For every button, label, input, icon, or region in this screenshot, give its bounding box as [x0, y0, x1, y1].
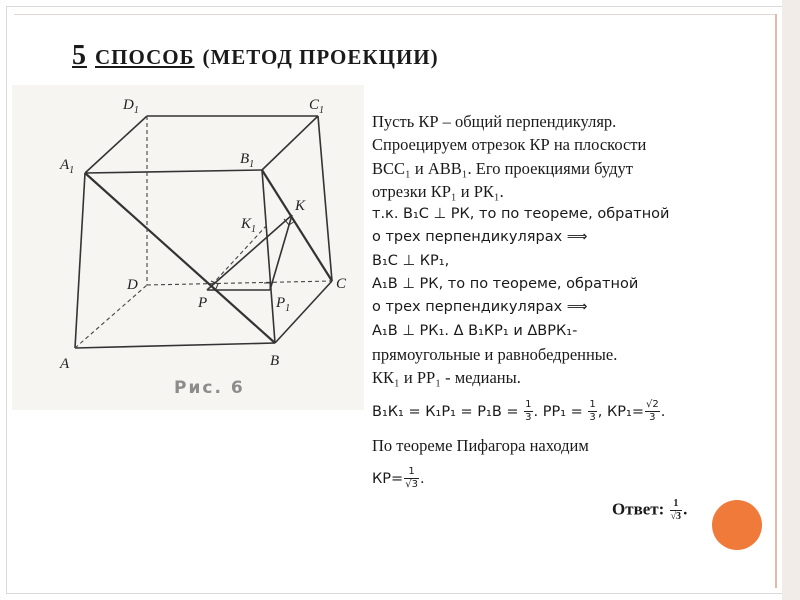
text-line: Пусть КР – общий перпендикуляр. [372, 112, 617, 131]
label-a: A [60, 356, 70, 372]
prism-diagram [12, 85, 364, 410]
formula-part: В₁К₁ = К₁Р₁ = Р₁В = [372, 403, 519, 420]
label-k: K [295, 198, 306, 214]
title-paren: (МЕТОД ПРОЕКЦИИ) [202, 45, 439, 69]
text-line: В₁С ⊥ КР₁, [372, 252, 450, 269]
edge-ab [75, 343, 275, 348]
hidden-edge-dc [147, 281, 332, 285]
label-c1: $C_1$ [309, 97, 325, 116]
formula-part: . [660, 403, 666, 420]
fraction: $\frac{1}{√3}$ [405, 466, 418, 491]
edge-bc [275, 281, 332, 343]
label-d: D [127, 277, 138, 293]
text-line: ВСС₁ и АВВ₁. Его проекциями будут [372, 158, 633, 178]
formula-line [372, 390, 772, 434]
kp-prefix: КР= [372, 470, 404, 487]
right-angle-mark-p1 [264, 283, 270, 290]
edge-c1c [318, 116, 332, 281]
hidden-edge-ad [75, 285, 147, 348]
edge-b1c1 [262, 116, 318, 170]
frame-top-line [14, 14, 776, 15]
formula-part: , КР₁= [597, 403, 644, 420]
frame-right-strip [782, 0, 800, 600]
label-b: B [270, 353, 280, 369]
fraction: $\frac{1}{3}$ [589, 399, 596, 424]
edge-a1d1 [85, 116, 147, 173]
text-line: о трех перпендикулярах ⟹ [372, 299, 588, 316]
text-line: отрезки КР₁ и РК₁. [372, 181, 504, 201]
text-line: КК₁ и РР₁ - медианы. [372, 368, 521, 388]
kp-result [372, 457, 772, 501]
answer-fraction: $\frac{1}{√3}$ [670, 498, 682, 522]
edge-b1b [262, 170, 275, 343]
fraction: $\frac{√2}{3}$ [646, 399, 659, 424]
label-p1: $P_1$ [276, 295, 291, 314]
diagonal-a1b [85, 173, 275, 343]
text-line: Спроецируем отрезок КР на плоскости [372, 135, 647, 155]
pythagoras-line: По теореме Пифагора находим [372, 435, 589, 455]
answer [612, 498, 687, 523]
edge-a1a [75, 173, 85, 348]
label-d1: $D_1$ [123, 97, 139, 116]
label-b1: $B_1$ [240, 151, 255, 170]
solution-text [372, 110, 772, 501]
answer-label: Ответ: [612, 499, 665, 519]
frame-accent-line [775, 14, 777, 588]
kp-suffix: . [419, 470, 425, 487]
text-line: А₁В ⊥ РК, то по теореме, обратной [372, 276, 639, 293]
label-c: C [336, 276, 347, 292]
figure-caption: Рис. 6 [174, 378, 245, 398]
label-a1: $A_1$ [60, 157, 75, 176]
answer-suffix: . [683, 499, 688, 519]
text-line: т.к. В₁С ⊥ РК, то по теореме, обратной [372, 206, 670, 223]
text-line: прямоугольные и равнобедренные. [372, 344, 618, 364]
title-number: 5 [72, 40, 87, 71]
diagonal-b1c [262, 170, 332, 281]
label-p: P [198, 295, 208, 311]
segment-pk1 [207, 225, 267, 290]
formula-part: . РР₁ = [533, 403, 583, 420]
title-word: СПОСОБ [95, 45, 195, 69]
text-line: А₁В ⊥ РК₁. Δ В₁КР₁ и ΔВРК₁- [372, 322, 578, 339]
fraction: $\frac{1}{3}$ [525, 399, 532, 424]
slide-title [72, 40, 439, 72]
edge-a1b1 [85, 170, 262, 173]
segment-kp1 [270, 215, 292, 290]
accent-circle [712, 500, 762, 550]
text-line: о трех перпендикулярах ⟹ [372, 229, 588, 246]
label-k1: $K_1$ [241, 216, 257, 235]
figure-image [12, 85, 364, 410]
